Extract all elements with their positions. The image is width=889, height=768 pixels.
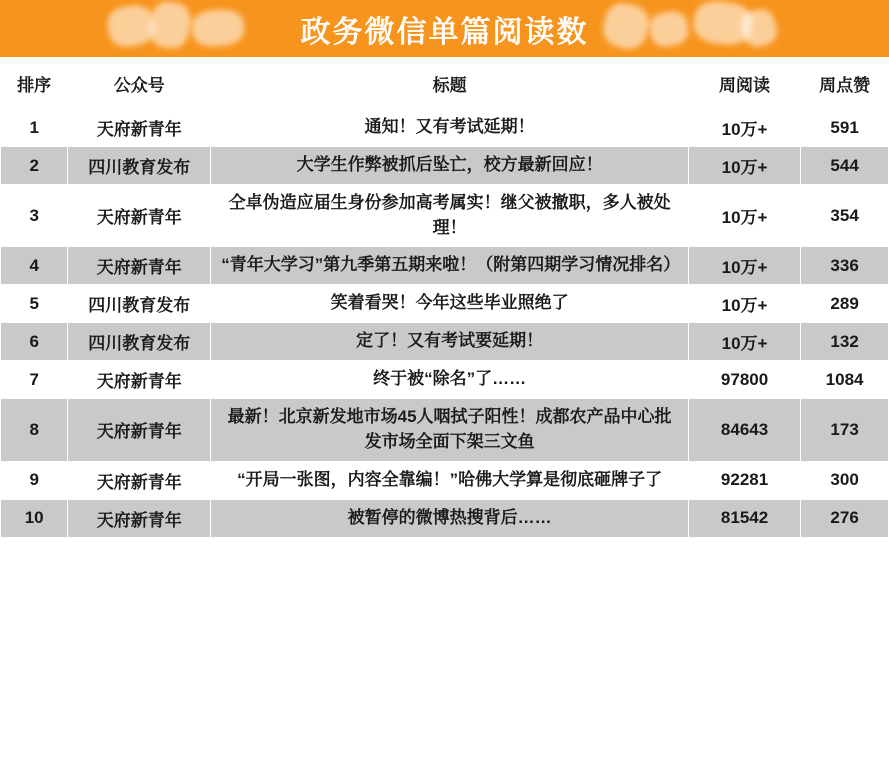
cell-likes: 336	[801, 247, 889, 285]
cell-rank: 6	[1, 323, 68, 361]
table-body	[1, 109, 889, 538]
decorative-blob-icon	[647, 9, 690, 49]
column-header-reads: 周阅读	[688, 58, 800, 109]
cell-account: 天府新青年	[68, 361, 211, 399]
cell-title: 大学生作弊被抓后坠亡，校方最新回应！	[211, 147, 689, 185]
table-row	[1, 109, 889, 147]
cell-reads: 81542	[688, 499, 800, 537]
cell-title: 最新！北京新发地市场45人咽拭子阳性！成都农产品中心批发市场全面下架三文鱼	[211, 399, 689, 461]
cell-account: 天府新青年	[68, 399, 211, 461]
image-seam-artifact	[222, 668, 224, 714]
page-title: 政务微信单篇阅读数	[300, 15, 589, 49]
cell-account: 天府新青年	[68, 461, 211, 499]
cell-reads: 97800	[688, 361, 800, 399]
cell-rank: 1	[1, 109, 68, 147]
cell-title: “开局一张图，内容全靠编！”哈佛大学算是彻底砸牌子了	[211, 461, 689, 499]
cell-title: 终于被“除名”了……	[211, 361, 689, 399]
cell-reads: 84643	[688, 399, 800, 461]
cell-account: 四川教育发布	[68, 147, 211, 185]
cell-likes: 132	[801, 323, 889, 361]
cell-account: 四川教育发布	[68, 285, 211, 323]
cell-title: 仝卓伪造应届生身份参加高考属实！继父被撤职，多人被处理！	[211, 185, 689, 247]
table-row	[1, 361, 889, 399]
cell-reads: 10万+	[688, 285, 800, 323]
cell-likes: 300	[801, 461, 889, 499]
table-row	[1, 247, 889, 285]
cell-title: “青年大学习”第九季第五期来啦！（附第四期学习情况排名）	[211, 247, 689, 285]
cell-rank: 10	[1, 499, 68, 537]
cell-account: 天府新青年	[68, 109, 211, 147]
cell-title: 被暂停的微博热搜背后……	[211, 499, 689, 537]
image-seam-artifact	[268, 668, 271, 714]
decorative-blob-icon	[738, 6, 781, 50]
decorative-blob-icon	[191, 8, 245, 48]
cell-reads: 10万+	[688, 147, 800, 185]
bottom-fade-overlay	[0, 762, 889, 768]
cell-likes: 1084	[801, 361, 889, 399]
table-row	[1, 185, 889, 247]
cell-reads: 10万+	[688, 185, 800, 247]
table-row	[1, 147, 889, 185]
cell-title: 笑着看哭！今年这些毕业照绝了	[211, 285, 689, 323]
cell-title: 定了！又有考试要延期！	[211, 323, 689, 361]
cell-account: 天府新青年	[68, 247, 211, 285]
cell-account: 天府新青年	[68, 499, 211, 537]
table-row	[1, 323, 889, 361]
cell-likes: 591	[801, 109, 889, 147]
cell-likes: 354	[801, 185, 889, 247]
cell-rank: 8	[1, 399, 68, 461]
decorative-blob-icon	[105, 3, 156, 49]
decorative-blob-icon	[146, 0, 193, 51]
cell-rank: 7	[1, 361, 68, 399]
cell-rank: 5	[1, 285, 68, 323]
cell-rank: 3	[1, 185, 68, 247]
cell-likes: 173	[801, 399, 889, 461]
column-header-account: 公众号	[68, 58, 211, 109]
cell-reads: 10万+	[688, 247, 800, 285]
cell-reads: 10万+	[688, 109, 800, 147]
banner	[0, 0, 889, 57]
table-header	[1, 58, 889, 109]
column-header-likes: 周点赞	[801, 58, 889, 109]
cell-likes: 289	[801, 285, 889, 323]
table-header-row	[1, 58, 889, 109]
table-row	[1, 461, 889, 499]
column-header-title: 标题	[211, 58, 689, 109]
cell-likes: 276	[801, 499, 889, 537]
cell-title: 通知！又有考试延期！	[211, 109, 689, 147]
cell-reads: 92281	[688, 461, 800, 499]
table-row	[1, 499, 889, 537]
cell-rank: 2	[1, 147, 68, 185]
cell-rank: 4	[1, 247, 68, 285]
cell-reads: 10万+	[688, 323, 800, 361]
cell-account: 四川教育发布	[68, 323, 211, 361]
ranking-table	[0, 57, 889, 538]
cell-account: 天府新青年	[68, 185, 211, 247]
table-row	[1, 285, 889, 323]
cell-rank: 9	[1, 461, 68, 499]
table-row	[1, 399, 889, 461]
decorative-blob-icon	[599, 0, 652, 53]
column-header-rank: 排序	[1, 58, 68, 109]
decorative-blob-icon	[692, 0, 754, 47]
cell-likes: 544	[801, 147, 889, 185]
